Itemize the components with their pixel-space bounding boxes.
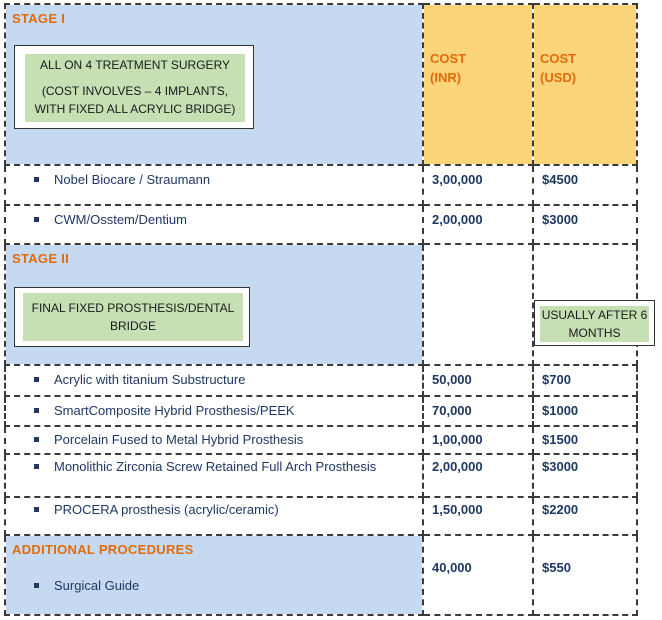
usually-after-6-months-box — [534, 300, 655, 346]
item-label: SmartComposite Hybrid Prosthesis/PEEK — [54, 403, 295, 418]
list-item — [6, 206, 422, 228]
list-item — [6, 397, 422, 419]
bullet-icon — [34, 464, 39, 469]
bullet-icon — [34, 177, 39, 182]
stage1-treatment-title: ALL ON 4 TREATMENT SURGERY — [39, 58, 231, 72]
additional-procedures-cell — [5, 535, 423, 615]
table-row — [5, 426, 637, 454]
additional-procedures-row — [5, 535, 637, 615]
stage2-title: STAGE II — [12, 251, 70, 266]
table-row — [5, 497, 637, 535]
price-usd: $700 — [542, 372, 571, 387]
pricing-table — [4, 3, 648, 616]
bullet-icon — [34, 583, 39, 588]
stage1-treatment-box-fill — [25, 54, 245, 122]
list-item — [6, 427, 422, 448]
bullet-icon — [34, 507, 39, 512]
list-item — [6, 366, 422, 388]
stage2-prosthesis-box — [14, 287, 250, 347]
bullet-icon — [34, 437, 39, 442]
price-usd: $3000 — [542, 212, 579, 227]
bullet-icon — [34, 377, 39, 382]
stage1-header-row — [5, 4, 637, 165]
price-inr: 3,00,000 — [432, 172, 483, 187]
additional-procedures-title: ADDITIONAL PROCEDURES — [12, 542, 194, 557]
stage2-header-cell — [5, 244, 423, 365]
table-row — [5, 165, 637, 205]
stage2-inr-empty-cell — [423, 244, 533, 365]
price-inr: 70,000 — [432, 403, 472, 418]
table-row — [5, 396, 637, 426]
price-inr: 50,000 — [432, 372, 472, 387]
price-usd: $1000 — [542, 403, 579, 418]
stage2-header-row — [5, 244, 637, 365]
price-usd: $550 — [542, 560, 571, 575]
price-inr: 1,00,000 — [432, 432, 483, 447]
table-row — [5, 365, 637, 396]
price-usd: $3000 — [542, 459, 579, 474]
stage2-usd-note-cell — [533, 244, 648, 365]
stage1-header-cell — [5, 4, 423, 165]
price-inr: 2,00,000 — [432, 459, 483, 474]
item-label: PROCERA prosthesis (acrylic/ceramic) — [54, 502, 279, 517]
usually-after-6-months-note: USUALLY AFTER 6 MONTHS — [541, 308, 648, 340]
price-usd: $1500 — [542, 432, 579, 447]
item-label: Acrylic with titanium Substructure — [54, 372, 246, 387]
list-item — [6, 455, 422, 475]
cost-usd-header: COST (USD) — [540, 51, 577, 85]
item-label: Surgical Guide — [54, 578, 140, 593]
item-label: Porcelain Fused to Metal Hybrid Prosthesis — [54, 432, 304, 447]
item-label: Nobel Biocare / Straumann — [54, 172, 211, 187]
price-inr: 40,000 — [432, 560, 472, 575]
cost-usd-header-cell — [533, 4, 637, 165]
cost-inr-header: COST (INR) — [430, 51, 467, 85]
list-item — [6, 498, 422, 518]
price-usd: $4500 — [542, 172, 579, 187]
stage2-prosthesis-box-fill: FINAL FIXED PROSTHESIS/DENTAL BRIDGE — [23, 293, 243, 341]
bullet-icon — [34, 408, 39, 413]
stage1-treatment-detail: (COST INVOLVES – 4 IMPLANTS, WITH FIXED ALL ACRYLIC BRIDGE) — [34, 84, 236, 116]
price-usd: $2200 — [542, 502, 579, 517]
cost-inr-header-cell — [423, 4, 533, 165]
stage1-title: STAGE I — [12, 11, 66, 26]
list-item — [6, 166, 422, 188]
stage1-treatment-box — [14, 45, 254, 129]
list-item — [6, 572, 478, 594]
item-label: Monolithic Zirconia Screw Retained Full Arch Prosthesis — [54, 459, 377, 474]
item-label: CWM/Osstem/Dentium — [54, 212, 187, 227]
table-row — [5, 454, 637, 497]
price-inr: 1,50,000 — [432, 502, 483, 517]
table-row — [5, 205, 637, 244]
bullet-icon — [34, 217, 39, 222]
price-inr: 2,00,000 — [432, 212, 483, 227]
